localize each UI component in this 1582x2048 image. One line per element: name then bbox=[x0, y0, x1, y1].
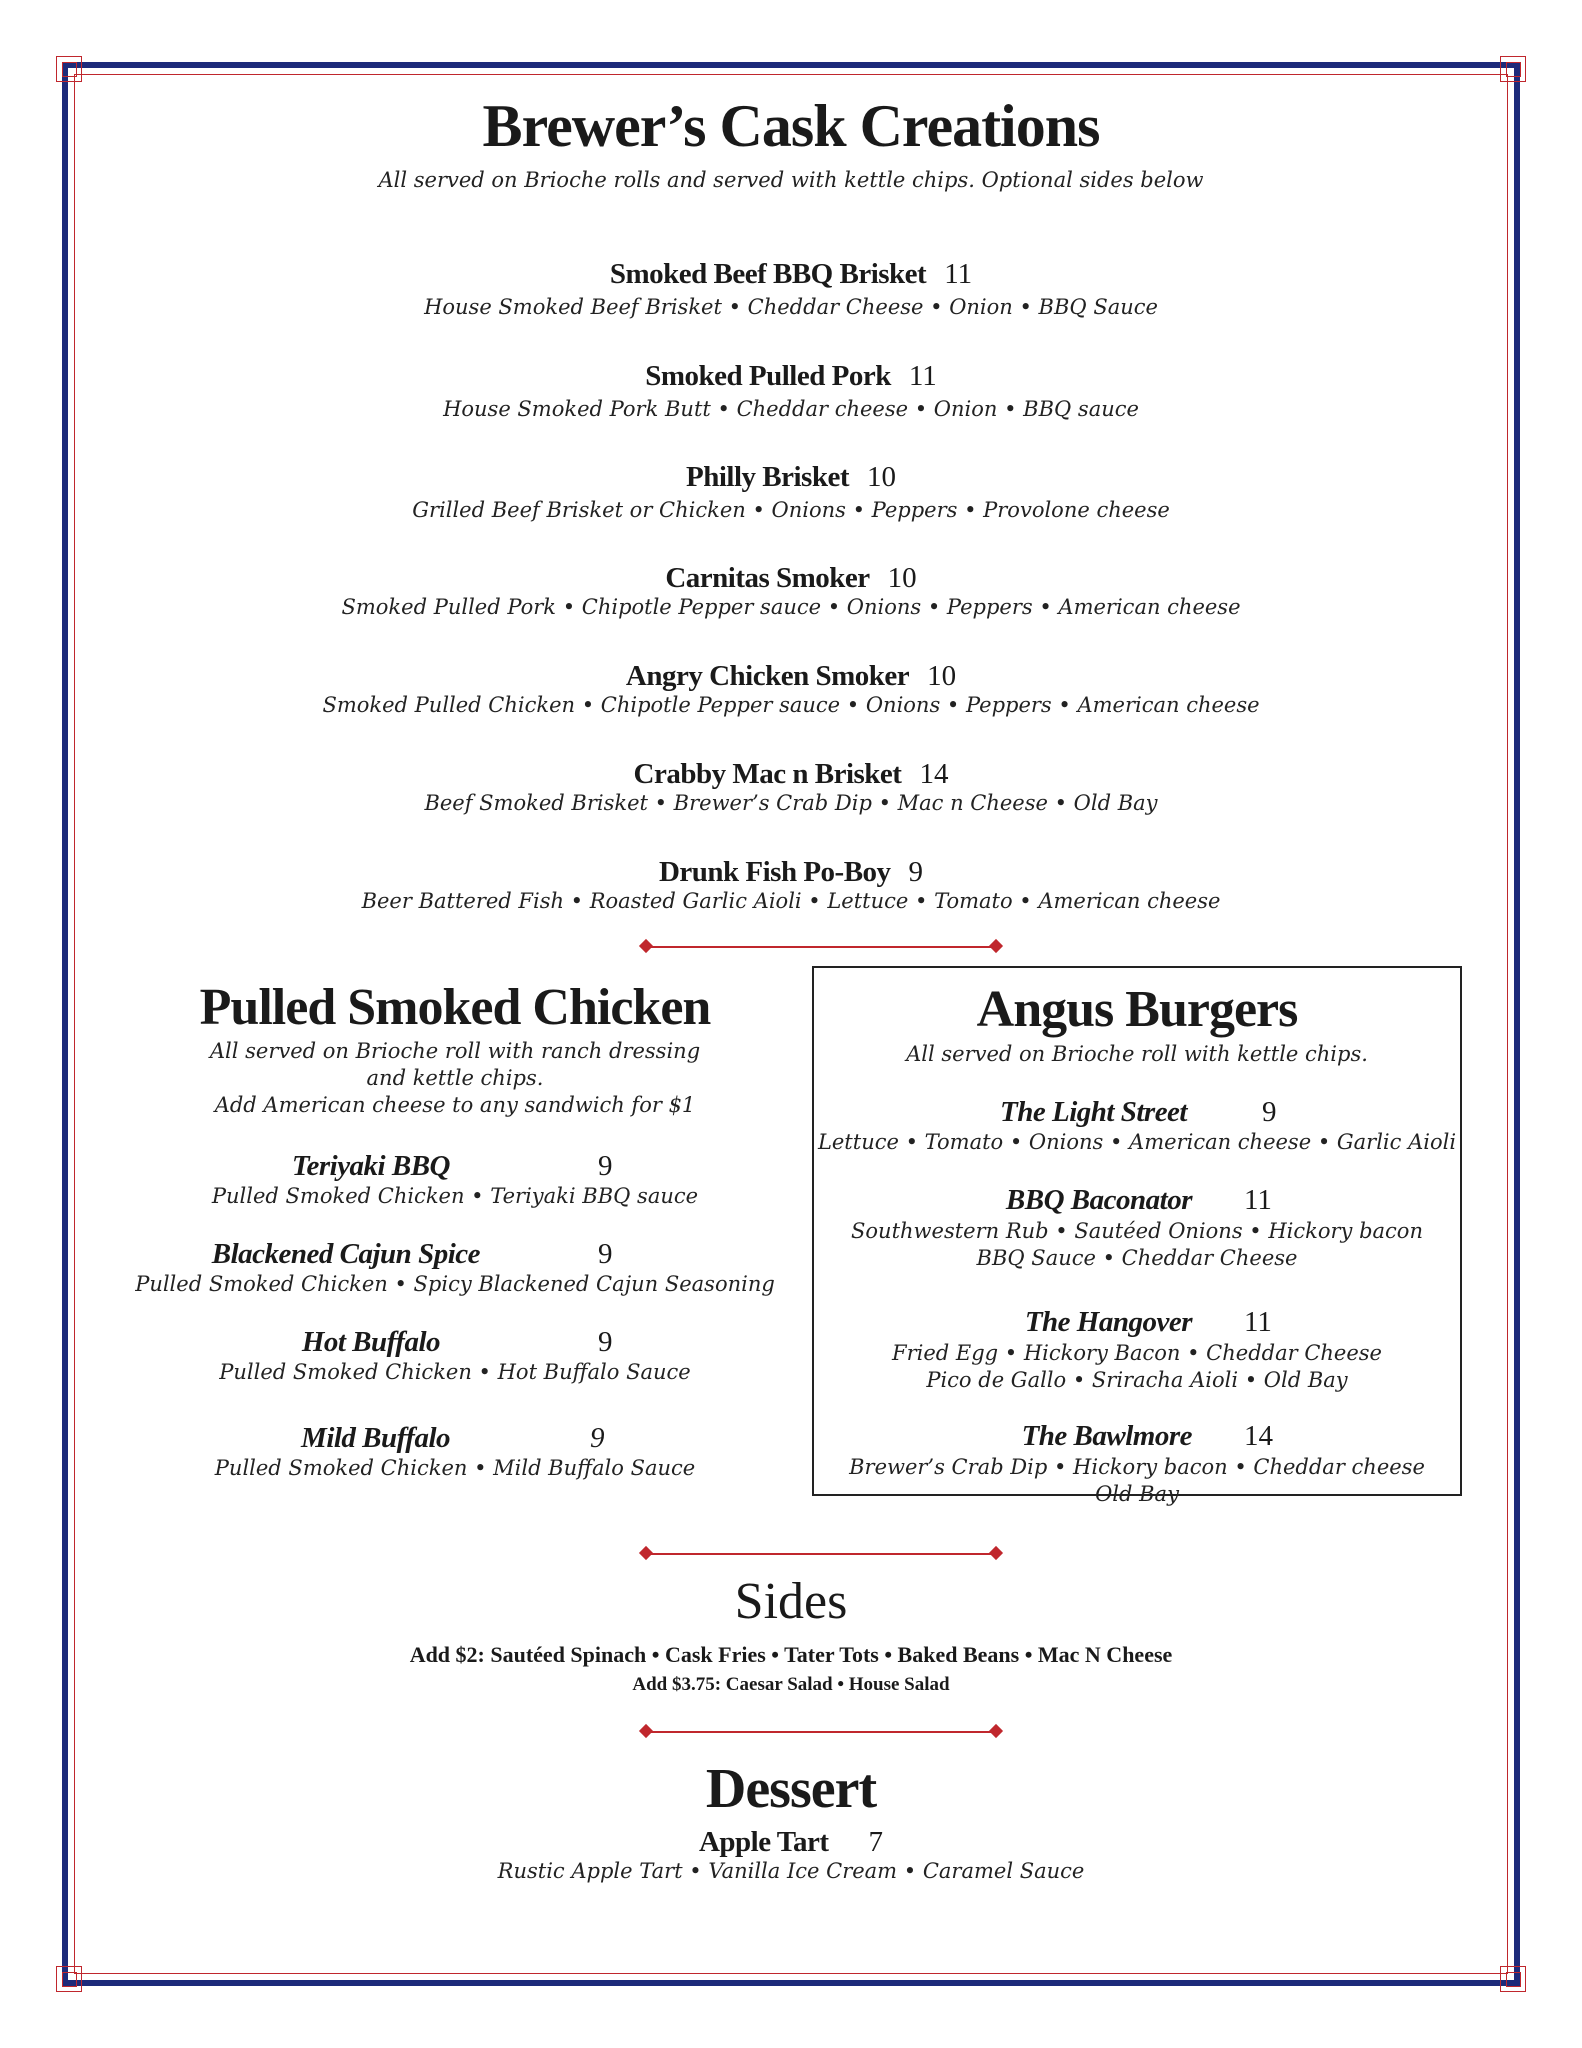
item-description: Pulled Smoked Chicken • Mild Buffalo Sauce bbox=[214, 1456, 696, 1480]
section-divider bbox=[646, 1553, 996, 1555]
sides-line: Add $3.75: Caesar Salad • House Salad bbox=[632, 1674, 950, 1695]
chicken-item bbox=[130, 1326, 780, 1384]
item-description: House Smoked Pork Butt • Cheddar cheese • Onion • BBQ sauce bbox=[443, 397, 1139, 421]
item-price: 9 bbox=[598, 1150, 613, 1182]
cask-item bbox=[0, 360, 1582, 421]
chicken-item bbox=[130, 1150, 780, 1208]
cask-item bbox=[0, 562, 1582, 619]
item-price: 10 bbox=[866, 461, 896, 493]
item-name: Hot Buffalo bbox=[301, 1326, 440, 1358]
item-price: 9 bbox=[598, 1238, 613, 1270]
item-price: 9 bbox=[1262, 1096, 1277, 1128]
item-name: Philly Brisket bbox=[686, 461, 849, 493]
section-divider bbox=[646, 1731, 996, 1733]
dessert-item bbox=[0, 1826, 1582, 1883]
item-description: House Smoked Beef Brisket • Cheddar Cheese • Onion • BBQ Sauce bbox=[424, 295, 1158, 319]
burger-item bbox=[812, 1096, 1462, 1154]
item-name: Crabby Mac n Brisket bbox=[633, 758, 902, 790]
item-price: 11 bbox=[1244, 1184, 1272, 1216]
chicken-note: and kettle chips. bbox=[366, 1066, 544, 1090]
item-name: Mild Buffalo bbox=[301, 1422, 450, 1454]
item-description: Southwestern Rub • Sautéed Onions • Hickory bacon bbox=[851, 1219, 1423, 1243]
item-name: The Light Street bbox=[1000, 1096, 1187, 1128]
item-price: 10 bbox=[927, 660, 957, 692]
cask-item bbox=[0, 758, 1582, 815]
burger-title: Angus Burgers bbox=[976, 981, 1298, 1038]
sides-title: Sides bbox=[734, 1573, 848, 1630]
item-name: Angry Chicken Smoker bbox=[625, 660, 910, 692]
item-description: Fried Egg • Hickory Bacon • Cheddar Cheese bbox=[892, 1341, 1382, 1365]
item-description: Old Bay bbox=[1095, 1482, 1179, 1506]
chicken-section bbox=[130, 978, 780, 1119]
chicken-note: Add American cheese to any sandwich for $1 bbox=[214, 1093, 696, 1117]
item-name: The Hangover bbox=[1024, 1306, 1192, 1338]
item-description: Pulled Smoked Chicken • Teriyaki BBQ sauce bbox=[211, 1184, 699, 1208]
menu-subtitle: All served on Brioche rolls and served with kettle chips. Optional sides below bbox=[378, 168, 1204, 192]
item-price: 9 bbox=[908, 856, 924, 888]
burger-item bbox=[812, 1420, 1462, 1508]
item-price: 14 bbox=[1244, 1420, 1273, 1452]
item-description: Smoked Pulled Chicken • Chipotle Pepper sauce • Onions • Peppers • American cheese bbox=[322, 693, 1260, 717]
item-price: 11 bbox=[908, 360, 937, 392]
item-description: Lettuce • Tomato • Onions • American cheese • Garlic Aioli bbox=[817, 1130, 1457, 1154]
chicken-title: Pulled Smoked Chicken bbox=[199, 979, 711, 1036]
corner-ornament bbox=[1500, 56, 1526, 82]
item-name: Carnitas Smoker bbox=[665, 562, 870, 594]
burger-item bbox=[812, 1306, 1462, 1394]
cask-item bbox=[0, 660, 1582, 717]
chicken-note: All served on Brioche roll with ranch dressing bbox=[209, 1039, 701, 1063]
item-price: 9 bbox=[590, 1422, 605, 1454]
item-description: Brewer’s Crab Dip • Hickory bacon • Cheddar cheese bbox=[849, 1455, 1425, 1479]
menu-title: Brewer’s Cask Creations bbox=[482, 93, 1100, 159]
item-description: Beer Battered Fish • Roasted Garlic Aioli • Lettuce • Tomato • American cheese bbox=[361, 889, 1221, 913]
item-name: Apple Tart bbox=[698, 1826, 829, 1858]
dessert-title: Dessert bbox=[705, 1758, 877, 1820]
item-description: Smoked Pulled Pork • Chipotle Pepper sauce • Onions • Peppers • American cheese bbox=[341, 595, 1241, 619]
cask-item bbox=[0, 258, 1582, 319]
item-price: 7 bbox=[868, 1826, 884, 1858]
item-description: Pulled Smoked Chicken • Hot Buffalo Sauce bbox=[219, 1360, 691, 1384]
cask-item bbox=[0, 461, 1582, 522]
item-price: 10 bbox=[887, 562, 917, 594]
section-divider bbox=[646, 946, 996, 948]
item-price: 9 bbox=[598, 1326, 613, 1358]
item-description: Beef Smoked Brisket • Brewer’s Crab Dip • Mac n Cheese • Old Bay bbox=[424, 791, 1158, 815]
sides-line: Add $2: Sautéed Spinach • Cask Fries • Tater Tots • Baked Beans • Mac N Cheese bbox=[409, 1642, 1173, 1667]
item-description: Pulled Smoked Chicken • Spicy Blackened Cajun Seasoning bbox=[135, 1272, 775, 1296]
item-name: BBQ Baconator bbox=[1005, 1184, 1192, 1216]
burger-item bbox=[812, 1184, 1462, 1272]
item-name: Smoked Beef BBQ Brisket bbox=[609, 258, 927, 290]
item-price: 11 bbox=[944, 258, 973, 290]
item-name: Smoked Pulled Pork bbox=[645, 360, 891, 392]
item-description: Pico de Gallo • Sriracha Aioli • Old Bay bbox=[926, 1368, 1348, 1392]
cask-item bbox=[0, 856, 1582, 913]
item-price: 14 bbox=[919, 758, 949, 790]
item-description: BBQ Sauce • Cheddar Cheese bbox=[976, 1246, 1298, 1270]
item-name: Drunk Fish Po-Boy bbox=[658, 856, 891, 888]
item-name: Blackened Cajun Spice bbox=[211, 1238, 480, 1270]
item-price: 11 bbox=[1244, 1306, 1272, 1338]
burger-note: All served on Brioche roll with kettle chips. bbox=[906, 1042, 1368, 1066]
item-name: Teriyaki BBQ bbox=[291, 1150, 450, 1182]
item-name: The Bawlmore bbox=[1021, 1420, 1192, 1452]
corner-ornament bbox=[1500, 1966, 1526, 1992]
burger-header bbox=[812, 980, 1462, 1068]
item-description: Grilled Beef Brisket or Chicken • Onions • Peppers • Provolone cheese bbox=[412, 498, 1170, 522]
chicken-item bbox=[130, 1422, 780, 1480]
corner-ornament bbox=[56, 1966, 82, 1992]
item-description: Rustic Apple Tart • Vanilla Ice Cream • Caramel Sauce bbox=[497, 1859, 1085, 1883]
corner-ornament bbox=[56, 56, 82, 82]
chicken-item bbox=[130, 1238, 780, 1296]
